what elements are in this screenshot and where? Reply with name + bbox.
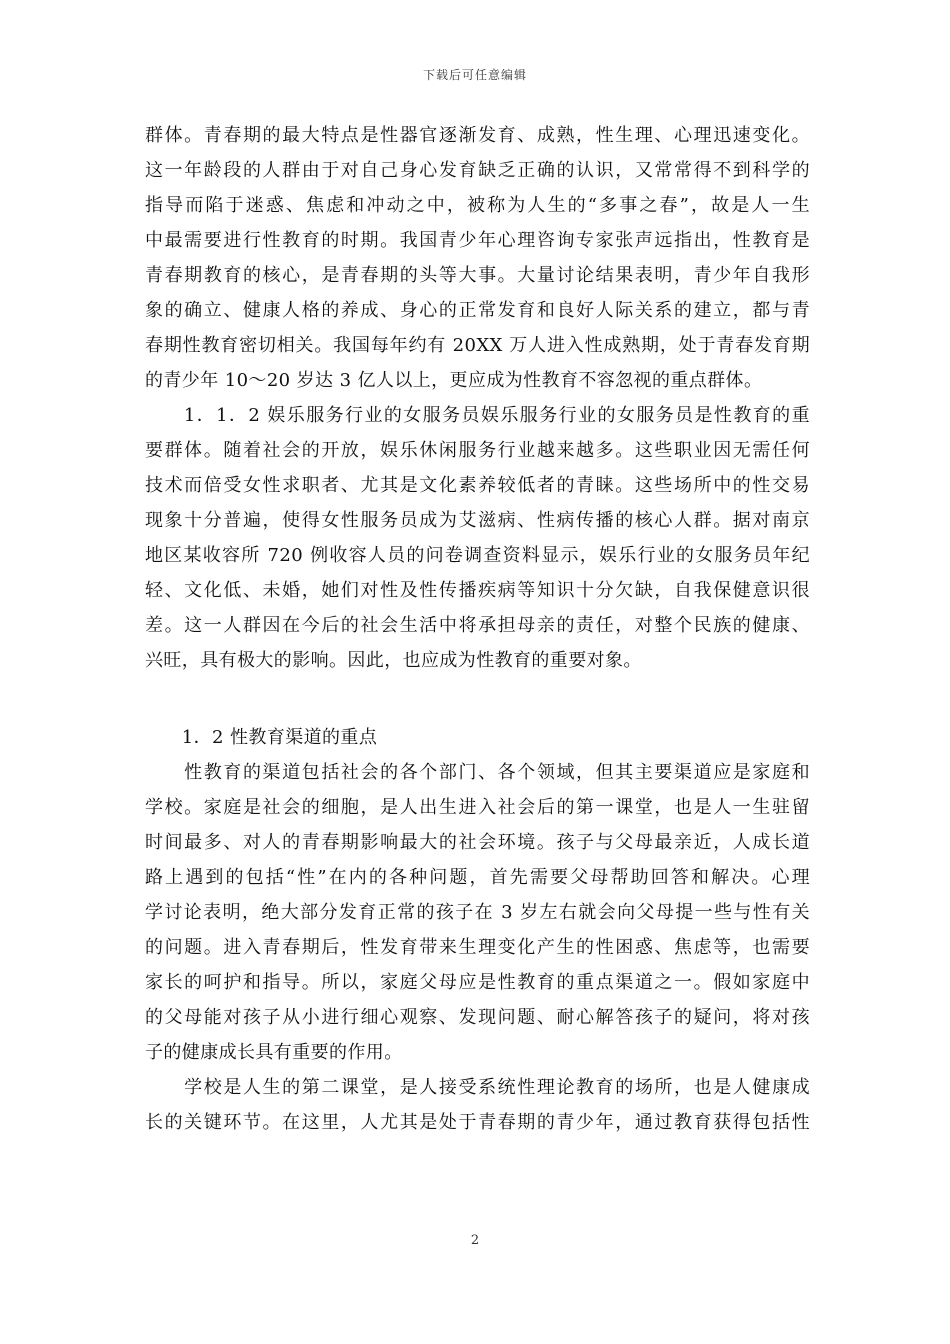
paragraph <box>145 755 810 1070</box>
text-line: 学校。家庭是社会的细胞，是人出生进入社会后的第一课堂，也是人一生驻留 <box>145 797 810 818</box>
text-line: 群体。青春期的最大特点是性器官逐渐发育、成熟，性生理、心理迅速变化。 <box>145 125 810 146</box>
text-line: 子的健康成长具有重要的作用。 <box>145 1042 403 1063</box>
text-line: 学讨论表明，绝大部分发育正常的孩子在 3 岁左右就会向父母提一些与性有关 <box>145 902 810 923</box>
text-line: 轻、文化低、未婚，她们对性及性传播疾病等知识十分欠缺，自我保健意识很 <box>145 580 810 601</box>
text-line: 象的确立、健康人格的养成、身心的正常发育和良好人际关系的建立，都与青 <box>145 300 810 321</box>
text-line: 要群体。随着社会的开放，娱乐休闲服务行业越来越多。这些职业因无需任何 <box>145 440 810 461</box>
text-line: 家长的呵护和指导。所以，家庭父母应是性教育的重点渠道之一。假如家庭中 <box>145 972 810 993</box>
page-number: 2 <box>470 1233 480 1248</box>
text-line: 长的关键环节。在这里，人尤其是处于青春期的青少年，通过教育获得包括性 <box>145 1112 810 1133</box>
text-line: 技术而倍受女性求职者、尤其是文化素养较低者的青睐。这些场所中的性交易 <box>145 475 810 496</box>
text-line: 地区某收容所 720 例收容人员的问卷调查资料显示，娱乐行业的女服务员年纪 <box>145 545 810 566</box>
paragraph-gap <box>145 678 810 720</box>
text-line: 时间最多、对人的青春期影响最大的社会环境。孩子与父母最亲近，人成长道 <box>145 832 810 853</box>
text-line: 指导而陷于迷惑、焦虑和冲动之中，被称为人生的“多事之春”，故是人一生 <box>145 195 810 216</box>
text-line: 学校是人生的第二课堂，是人接受系统性理论教育的场所，也是人健康成 <box>145 1077 810 1098</box>
section-heading <box>145 720 810 755</box>
text-line: 的父母能对孩子从小进行细心观察、发现问题、耐心解答孩子的疑问，将对孩 <box>145 1007 810 1028</box>
paragraph <box>145 398 810 678</box>
document-body <box>145 118 810 1140</box>
text-line: 兴旺，具有极大的影响。因此，也应成为性教育的重要对象。 <box>145 650 642 671</box>
text-line: 路上遇到的包括“性”在内的各种问题，首先需要父母帮助回答和解决。心理 <box>145 867 810 888</box>
text-line: 中最需要进行性教育的时期。我国青少年心理咨询专家张声远指出，性教育是 <box>145 230 810 251</box>
text-line: 1．1．2 娱乐服务行业的女服务员娱乐服务行业的女服务员是性教育的重 <box>145 405 810 426</box>
text-line: 这一年龄段的人群由于对自己身心发育缺乏正确的认识，又常常得不到科学的 <box>145 160 810 181</box>
text-line: 的青少年 10～20 岁达 3 亿人以上，更应成为性教育不容忽视的重点群体。 <box>145 370 763 391</box>
paragraph <box>145 118 810 398</box>
text-line: 差。这一人群因在今后的社会生活中将承担母亲的责任，对整个民族的健康、 <box>145 615 810 636</box>
text-line: 的问题。进入青春期后，性发育带来生理变化产生的性困惑、焦虑等，也需要 <box>145 937 810 958</box>
section-heading-text: 1．2 性教育渠道的重点 <box>145 727 378 748</box>
paragraph <box>145 1070 810 1140</box>
page-header: 下载后可任意编辑 <box>422 68 527 82</box>
text-line: 春期性教育密切相关。我国每年约有 20XX 万人进入性成熟期，处于青春发育期 <box>145 335 810 356</box>
text-line: 性教育的渠道包括社会的各个部门、各个领域，但其主要渠道应是家庭和 <box>145 762 810 783</box>
text-line: 青春期教育的核心，是青春期的头等大事。大量讨论结果表明，青少年自我形 <box>145 265 810 286</box>
text-line: 现象十分普遍，使得女性服务员成为艾滋病、性病传播的核心人群。据对南京 <box>145 510 810 531</box>
